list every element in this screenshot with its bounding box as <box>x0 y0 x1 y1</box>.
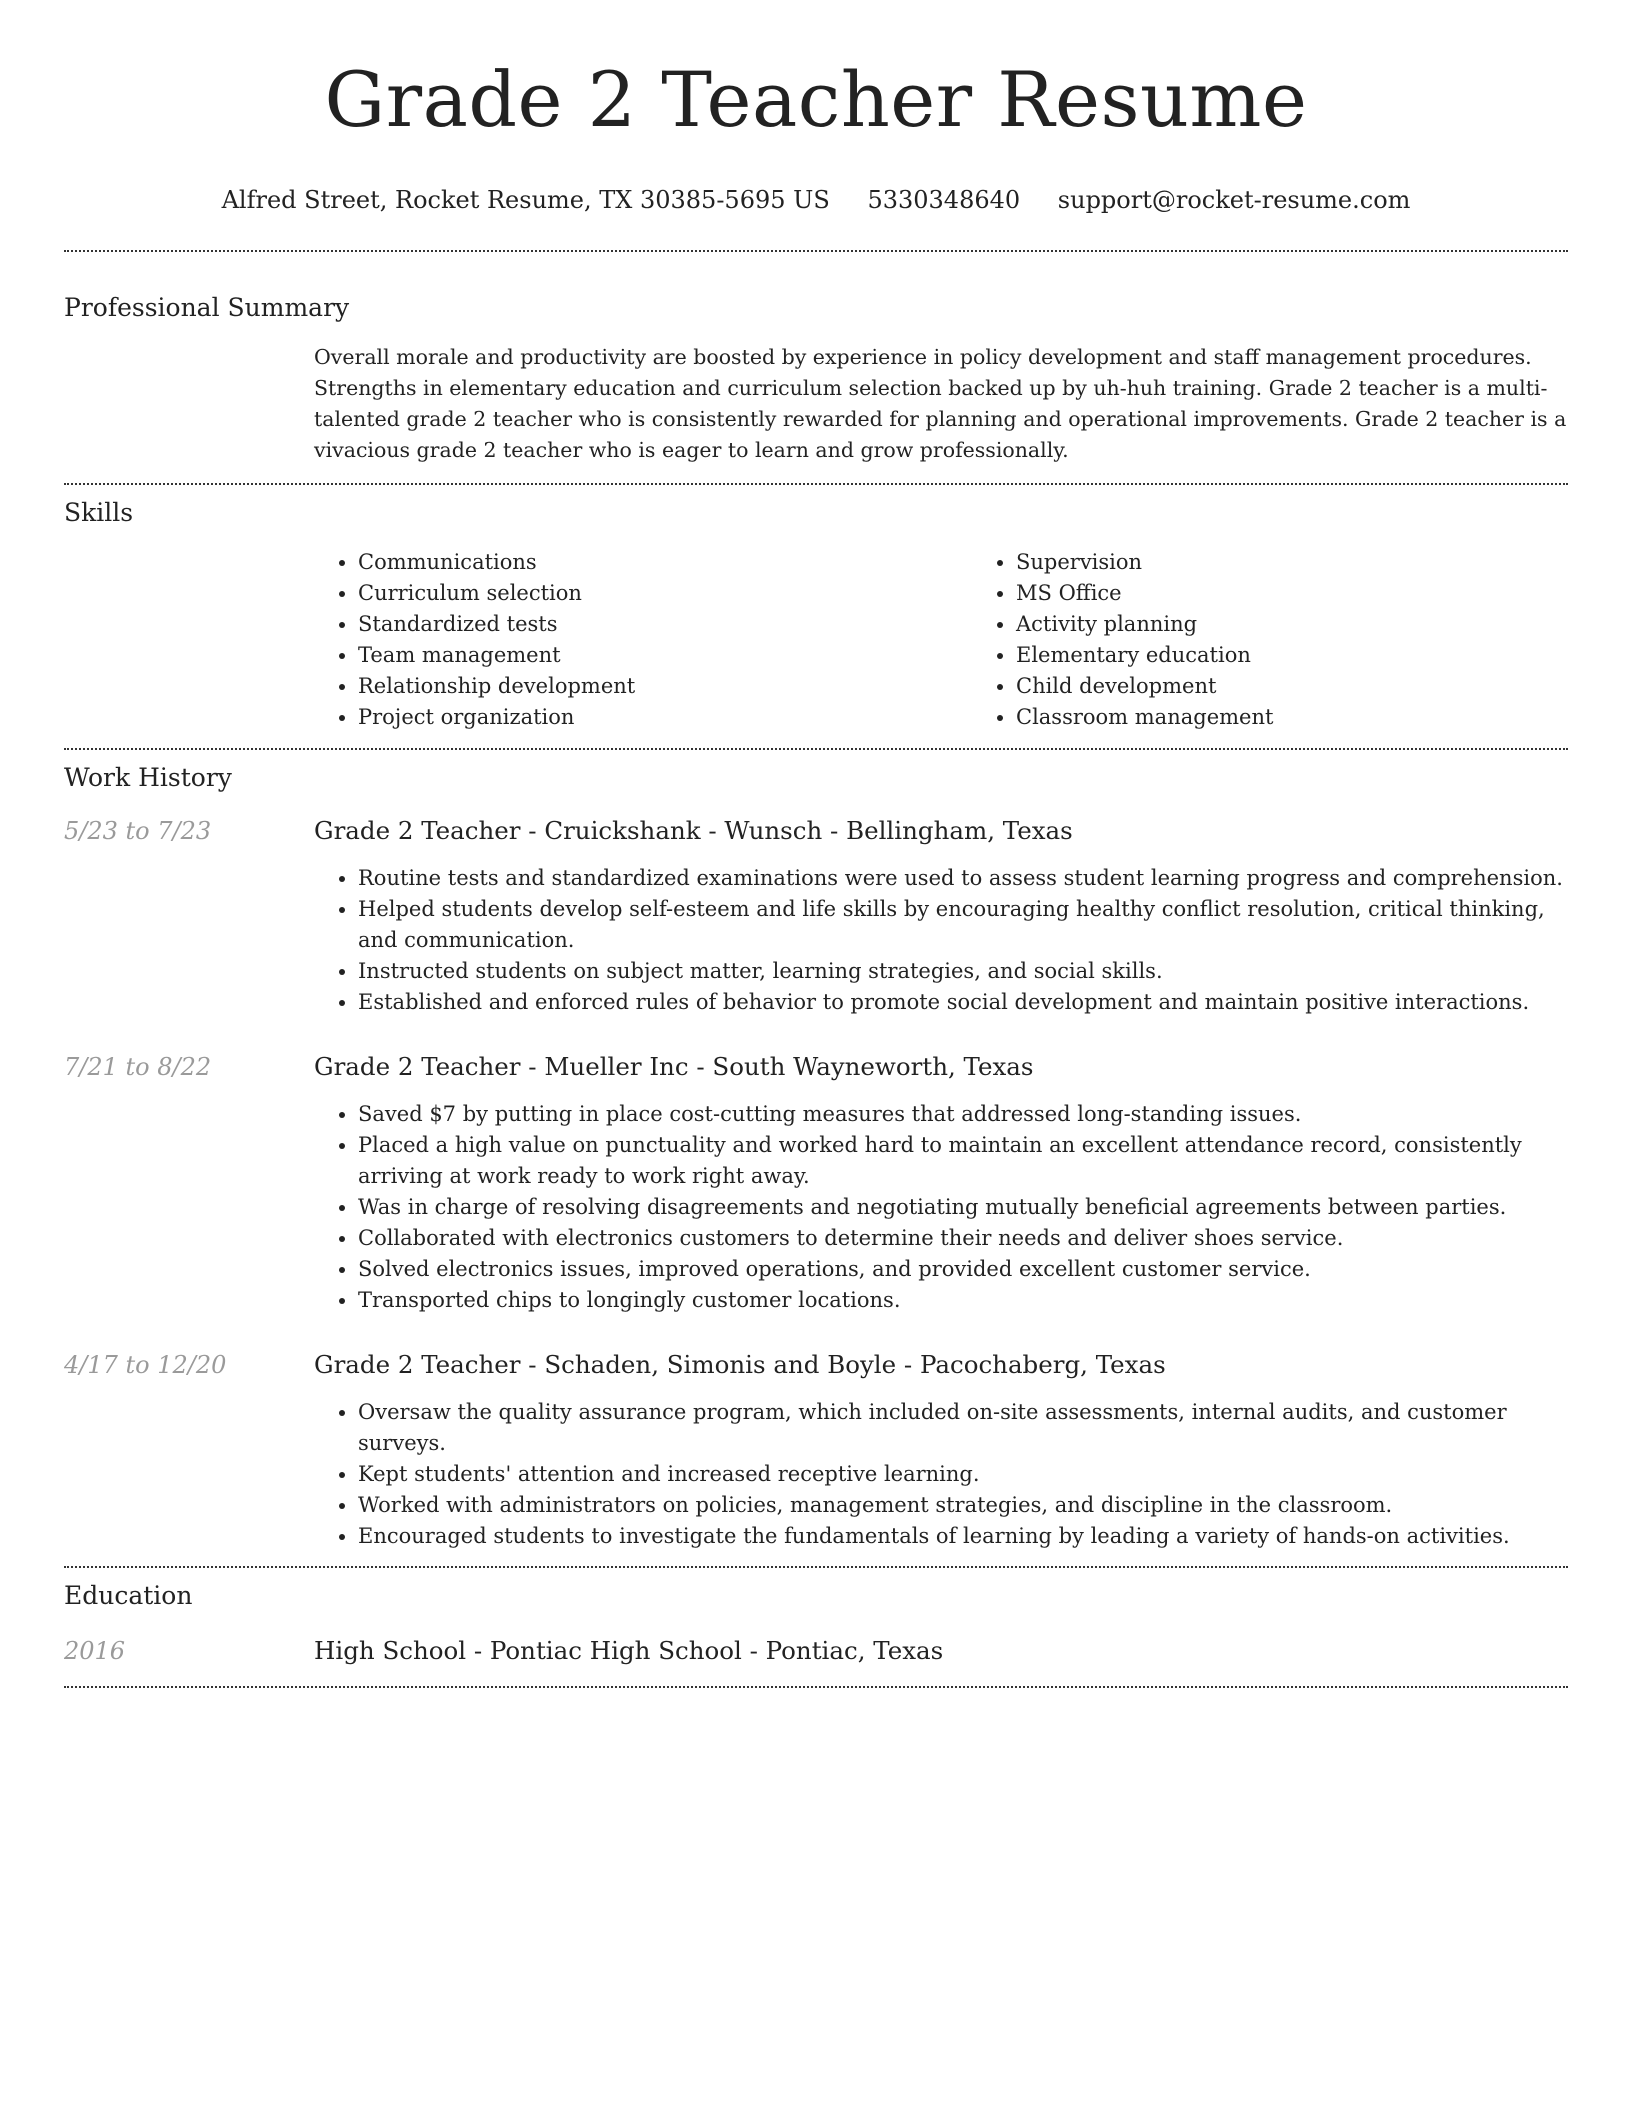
education-year: 2016 <box>64 1637 126 1665</box>
education-heading: Education <box>64 1581 193 1610</box>
job-bullets-row <box>64 863 1568 1018</box>
job-bullet: • Transported chips to longingly customer locations. <box>358 1285 1568 1316</box>
skills-list-left <box>314 547 972 733</box>
job-bullet: • Instructed students on subject matter, learning strategies, and social skills. <box>358 956 1568 987</box>
job-entry <box>64 1050 1568 1084</box>
divider <box>64 483 1568 485</box>
job-bullet: • Oversaw the quality assurance program, which included on-site assessments, internal audits, and customer surveys. <box>358 1397 1568 1459</box>
job-bullet: • Kept students' attention and increased receptive learning. <box>358 1459 1568 1490</box>
skill-item: • Child development <box>1016 671 1630 702</box>
job-bullets-row <box>64 1099 1568 1316</box>
job-bullet: • Worked with administrators on policies, management strategies, and discipline in the classroom. <box>358 1490 1568 1521</box>
job-left-spacer <box>64 863 314 1018</box>
divider <box>64 250 1568 252</box>
job-left-spacer <box>64 1099 314 1316</box>
job-bullets <box>314 1397 1568 1552</box>
skills-list-right <box>972 547 1630 733</box>
divider <box>64 748 1568 750</box>
education-title: High School - Pontiac High School - Pontiac, Texas <box>314 1636 944 1665</box>
skills-left-spacer <box>64 547 314 733</box>
job-bullets-body <box>314 1099 1568 1316</box>
divider <box>64 1686 1568 1688</box>
job-bullet: • Placed a high value on punctuality and worked hard to maintain an excellent attendance record, consistently arriving at work ready to work right away. <box>358 1130 1568 1192</box>
summary-text: Overall morale and productivity are boosted by experience in policy development and staff management procedures. Strengths in elementary education and curriculum selection backed up by uh-huh training. Grade 2 teacher is a multi-talented grade 2 teacher who is consistently rewarded for planning and operational improvements. Grade 2 teacher is a vivacious grade 2 teacher who is eager to learn and grow professionally. <box>314 345 1567 462</box>
job-left-spacer <box>64 1397 314 1552</box>
job-title: Grade 2 Teacher - Mueller Inc - South Wayneworth, Texas <box>314 1052 1034 1081</box>
contact-phone: 5330348640 <box>867 186 1021 214</box>
divider <box>64 1566 1568 1568</box>
job-entry <box>64 814 1568 848</box>
skill-item: • Supervision <box>1016 547 1630 578</box>
job-dates: 5/23 to 7/23 <box>64 817 212 845</box>
skill-item: • Relationship development <box>358 671 972 702</box>
job-bullet: • Was in charge of resolving disagreements and negotiating mutually beneficial agreements between parties. <box>358 1192 1568 1223</box>
job-bullet: • Saved $7 by putting in place cost-cutting measures that addressed long-standing issues. <box>358 1099 1568 1130</box>
job-dates: 4/17 to 12/20 <box>64 1351 227 1379</box>
job-bullet: • Helped students develop self-esteem and life skills by encouraging healthy conflict resolution, critical thinking, and communication. <box>358 894 1568 956</box>
skills-columns <box>314 547 1630 733</box>
job-bullet: • Collaborated with electronics customers to determine their needs and deliver shoes service. <box>358 1223 1568 1254</box>
job-bullets <box>314 863 1568 1018</box>
skill-item: • Activity planning <box>1016 609 1630 640</box>
skill-item: • Project organization <box>358 702 972 733</box>
skill-item: • Standardized tests <box>358 609 972 640</box>
job-dates: 7/21 to 8/22 <box>64 1053 212 1081</box>
skill-item: • Curriculum selection <box>358 578 972 609</box>
job-bullet: • Solved electronics issues, improved operations, and provided excellent customer service. <box>358 1254 1568 1285</box>
skill-item: • Classroom management <box>1016 702 1630 733</box>
work-heading: Work History <box>64 763 232 792</box>
skill-item: • Communications <box>358 547 972 578</box>
job-title: Grade 2 Teacher - Schaden, Simonis and Boyle - Pacochaberg, Texas <box>314 1350 1166 1379</box>
summary-heading: Professional Summary <box>64 293 350 322</box>
job-bullet: • Routine tests and standardized examinations were used to assess student learning progress and comprehension. <box>358 863 1568 894</box>
skill-item: • Elementary education <box>1016 640 1630 671</box>
job-bullets-body <box>314 863 1568 1018</box>
job-entry <box>64 1348 1568 1382</box>
job-bullet: • Established and enforced rules of behavior to promote social development and maintain positive interactions. <box>358 987 1568 1018</box>
job-bullets <box>314 1099 1568 1316</box>
resume-title: Grade 2 Teacher Resume <box>324 55 1308 144</box>
skill-item: • Team management <box>358 640 972 671</box>
job-bullets-body <box>314 1397 1568 1552</box>
skills-row <box>64 547 1568 733</box>
job-bullet: • Encouraged students to investigate the fundamentals of learning by leading a variety of hands-on activities. <box>358 1521 1568 1552</box>
skill-item: • MS Office <box>1016 578 1630 609</box>
summary-left-spacer <box>64 342 314 466</box>
summary-body <box>314 342 1568 466</box>
job-title: Grade 2 Teacher - Cruickshank - Wunsch - Bellingham, Texas <box>314 816 1073 845</box>
summary-row <box>64 342 1568 466</box>
contact-line <box>64 184 1568 216</box>
education-entry <box>64 1634 1568 1668</box>
contact-address: Alfred Street, Rocket Resume, TX 30385-5695 US <box>221 186 830 214</box>
job-bullets-row <box>64 1397 1568 1552</box>
contact-email: support@rocket-resume.com <box>1057 186 1411 214</box>
skills-heading: Skills <box>64 498 134 527</box>
